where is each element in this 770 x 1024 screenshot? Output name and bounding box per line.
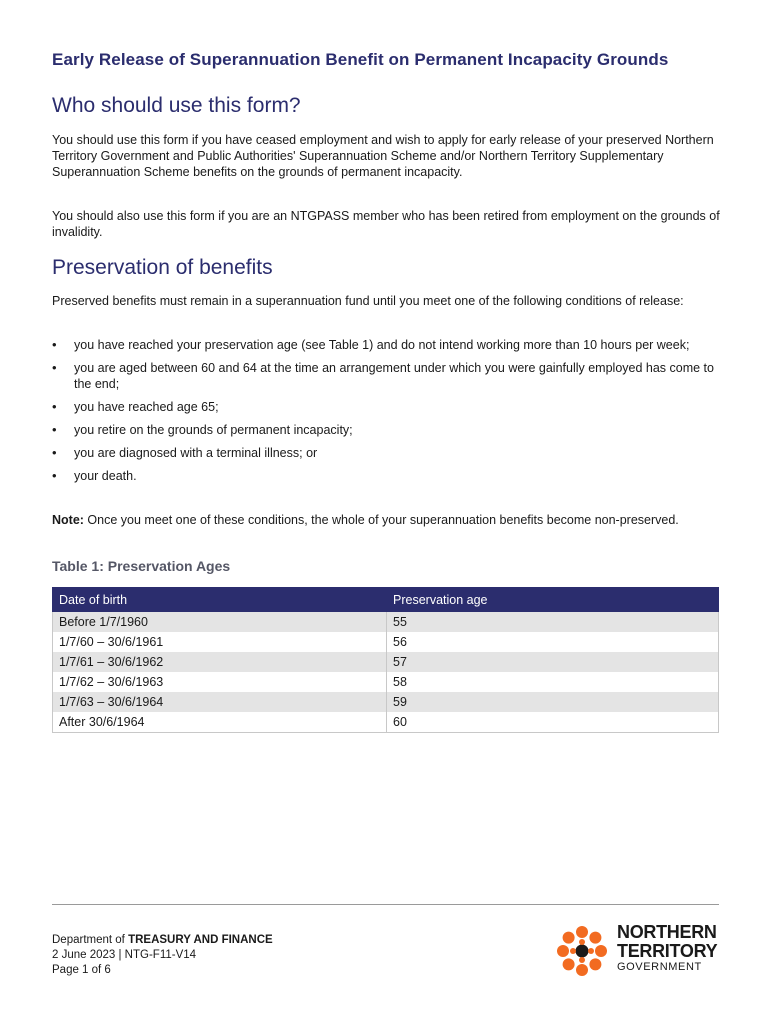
- document-title: Early Release of Superannuation Benefit on Permanent Incapacity Grounds: [52, 50, 669, 69]
- cell-date-of-birth: 1/7/60 – 30/6/1961: [53, 632, 387, 652]
- cell-date-of-birth: Before 1/7/1960: [53, 612, 387, 633]
- footer-department-prefix: Department of: [52, 934, 129, 946]
- cell-preservation-age: 58: [387, 672, 719, 692]
- paragraph-preservation-intro: Preserved benefits must remain in a superannuation fund until you meet one of the following conditions of release:: [52, 294, 684, 308]
- list-item: • you retire on the grounds of permanent incapacity;: [52, 422, 722, 438]
- table-row: [53, 612, 719, 633]
- list-item: • you have reached your preservation age (see Table 1) and do not intend working more than 10 hours per week;: [52, 337, 722, 353]
- note-text: Once you meet one of these conditions, the whole of your superannuation benefits become non-preserved.: [83, 513, 679, 527]
- list-item: • your death.: [52, 468, 722, 484]
- list-item: • you are diagnosed with a terminal illness; or: [52, 445, 722, 461]
- table-row: [53, 632, 719, 652]
- list-item: • you are aged between 60 and 64 at the time an arrangement under which you were gainfully employed has come to the end;: [52, 360, 722, 392]
- cell-preservation-age: 55: [387, 612, 719, 633]
- logo-text-territory: TERRITORY: [617, 941, 718, 961]
- footer-date-reference: 2 June 2023 | NTG-F11-V14: [52, 949, 197, 961]
- conditions-list: [52, 337, 722, 491]
- preservation-ages-table: [52, 587, 719, 733]
- cell-preservation-age: 56: [387, 632, 719, 652]
- cell-date-of-birth: 1/7/63 – 30/6/1964: [53, 692, 387, 712]
- table-row: [53, 652, 719, 672]
- paragraph-who-2: You should also use this form if you are an NTGPASS member who has been retired from employment on the grounds of invalidity.: [52, 209, 720, 239]
- table-row: [53, 712, 719, 733]
- table-header-row: [53, 588, 719, 612]
- cell-preservation-age: 59: [387, 692, 719, 712]
- note-paragraph: [52, 512, 720, 528]
- table-row: [53, 692, 719, 712]
- cell-date-of-birth: 1/7/61 – 30/6/1962: [53, 652, 387, 672]
- column-header-date-of-birth: Date of birth: [53, 588, 387, 612]
- cell-preservation-age: 57: [387, 652, 719, 672]
- paragraph-who-1: You should use this form if you have ceased employment and wish to apply for early release of your preserved Northern Territory Government and Public Authorities' Superannuation Scheme and/or Northern Territory Supplementary Superannuation Scheme benefits on the grounds of permanent incapacity.: [52, 133, 714, 179]
- cell-preservation-age: 60: [387, 712, 719, 733]
- footer-divider: [52, 904, 719, 905]
- footer-info: [52, 933, 273, 978]
- list-item: • you have reached age 65;: [52, 399, 722, 415]
- footer-page-number: Page 1 of 6: [52, 964, 111, 976]
- cell-date-of-birth: 1/7/62 – 30/6/1963: [53, 672, 387, 692]
- note-label: Note:: [52, 513, 84, 527]
- footer-department-name: TREASURY AND FINANCE: [128, 934, 273, 946]
- logo-text-government: GOVERNMENT: [617, 961, 702, 973]
- cell-date-of-birth: After 30/6/1964: [53, 712, 387, 733]
- logo-text-northern: NORTHERN: [617, 922, 717, 942]
- footer-department: [52, 933, 273, 948]
- table-row: [53, 672, 719, 692]
- column-header-preservation-age: Preservation age: [387, 588, 719, 612]
- section-heading-preservation: Preservation of benefits: [52, 256, 273, 279]
- section-heading-who: Who should use this form?: [52, 94, 301, 117]
- table-caption: Table 1: Preservation Ages: [52, 558, 231, 574]
